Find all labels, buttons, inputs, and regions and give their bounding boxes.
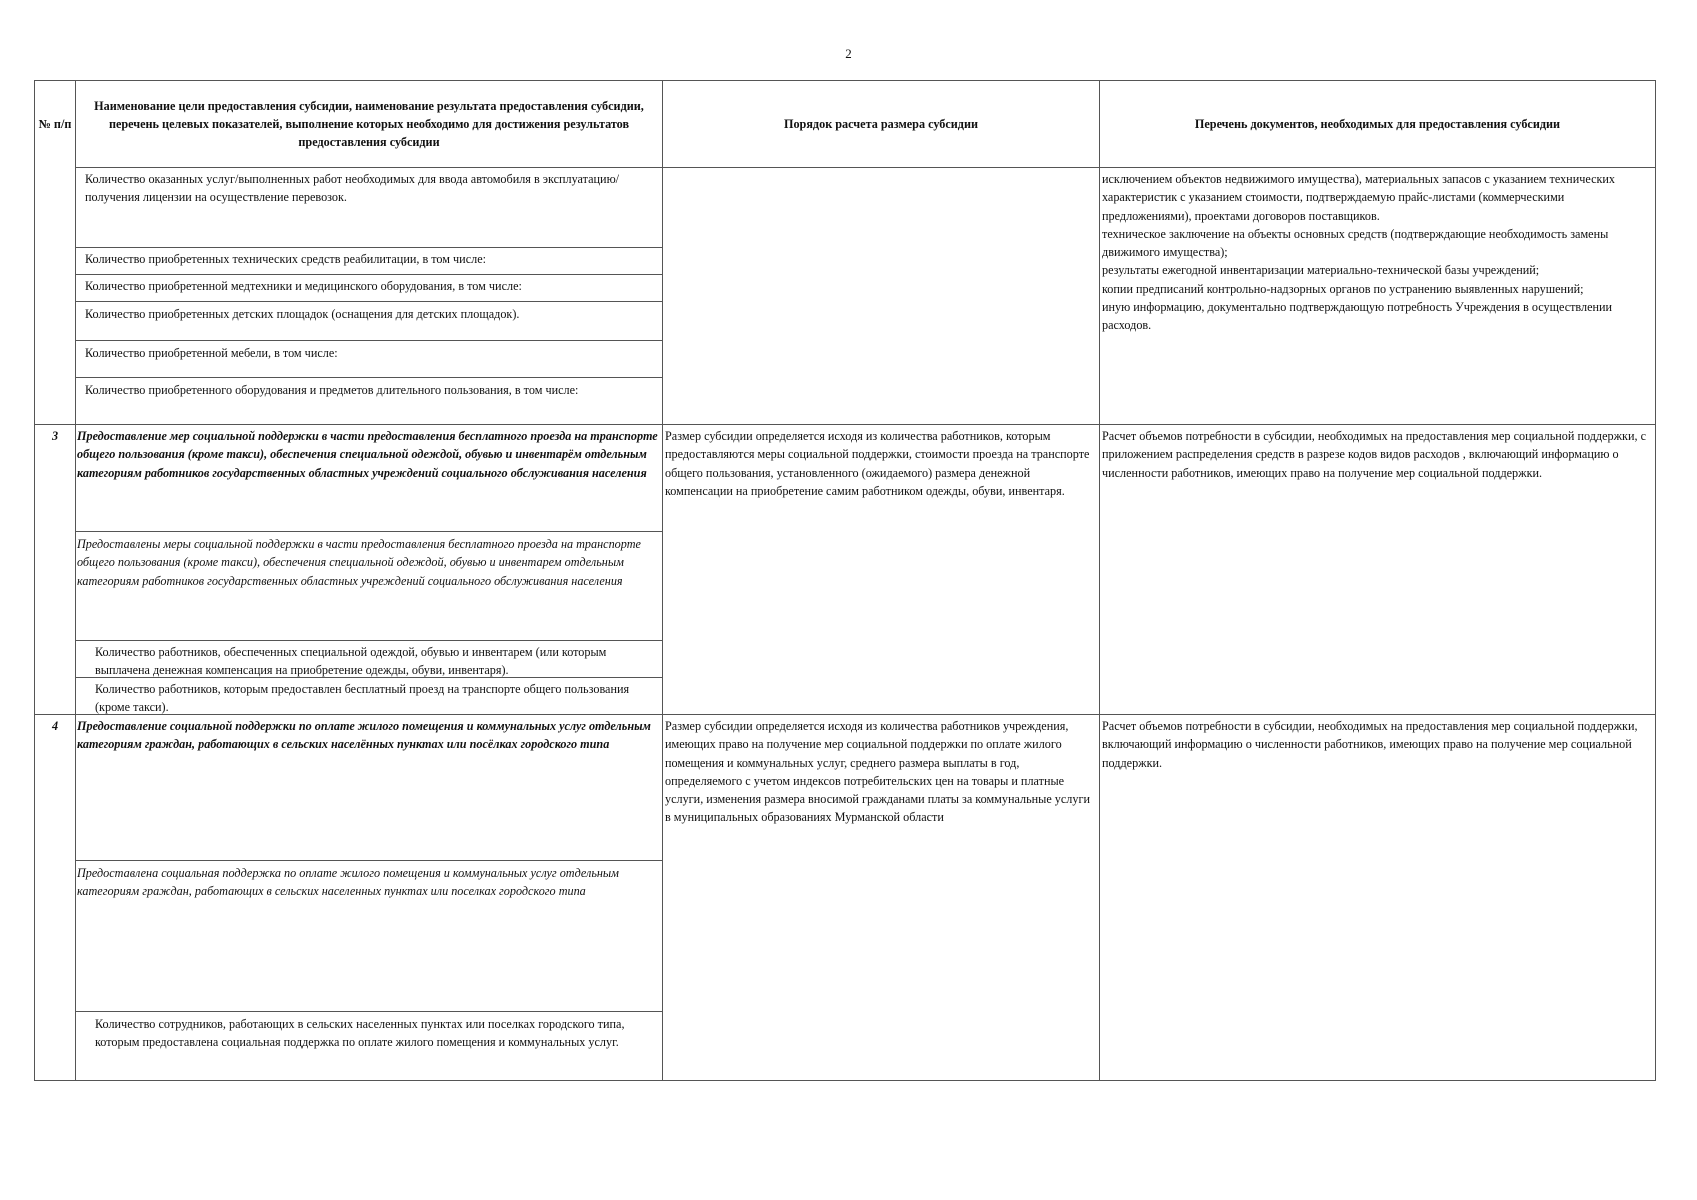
row-divider: [75, 274, 662, 275]
row-divider: [75, 340, 662, 341]
indicator-playgrounds: Количество приобретенных детских площадок (оснащения для детских площадок).: [85, 307, 520, 321]
section-3-indicator-transport: Количество работников, которым предоставлен бесплатный проезд на транспорте общего пользования (кроме такси).: [95, 682, 630, 715]
indicator-long-term-equipment: Количество приобретенного оборудования и предметов длительного пользования, в том числе:: [85, 383, 579, 397]
table-border-bottom: [34, 1080, 1656, 1081]
section-3-number: 3: [51, 429, 59, 443]
section-4-indicator-employees: Количество сотрудников, работающих в сельских населенных пунктах или поселках городского типа, которым предоставлена социальная поддержка по оплате жилого помещения и коммунальных услуг.: [95, 1017, 625, 1050]
section-divider: [34, 424, 1656, 425]
column-divider: [75, 80, 76, 1081]
header-num: № п/п: [38, 116, 72, 131]
section-3-indicator-clothing: Количество работников, обеспеченных специальной одеждой, обувью и инвентарем (или которым выплачена денежная компенсация на приобретение одежды, обуви, инвентаря).: [95, 645, 607, 678]
documents-list-continued: [1102, 170, 1652, 335]
section-3-docs: Расчет объемов потребности в субсидии, необходимых на предоставления мер социальной поддержки, с приложением распределения средств в разрезе кодов видов расходов , включающий информацию о численности работников, имеющих право на получение мер социальной поддержки.: [1102, 429, 1646, 480]
row-divider: [75, 377, 662, 378]
section-3-calc: Размер субсидии определяется исходя из количества работников, которым предоставляются меры социальной поддержки, стоимости проезда на транспорте общего пользования, установленного (ожидаемого) размера денежной компенсации на приобретение самим работником одежды, обуви, инвентаря.: [665, 429, 1090, 498]
header-calc: Порядок расчета размера субсидии: [783, 116, 978, 131]
document-item: исключением объектов недвижимого имущества), материальных запасов с указанием технических характеристик с указанием стоимости, подтверждаемую прайс-листами (коммерческими предложениями), проектами договоров поставщиков.: [1102, 172, 1616, 223]
column-divider: [662, 80, 663, 1081]
subsidy-table: [34, 80, 1656, 1081]
header-docs: Перечень документов, необходимых для предоставления субсидии: [1194, 116, 1561, 131]
page-number: 2: [845, 46, 852, 61]
document-item: копии предписаний контрольно-надзорных органов по устранению выявленных нарушений;: [1102, 281, 1584, 296]
row-divider: [75, 860, 662, 861]
section-4-calc: Размер субсидии определяется исходя из количества работников учреждения, имеющих право на получение мер социальной поддержки по оплате жилого помещения и коммунальных услуг, среднего размера выплаты в год, определяемого с учетом индексов потребительских цен на товары и платные услуги, изменения размера вносимой гражданами платы за коммунальные услуги в муниципальных образованиях Мурманской области: [665, 719, 1091, 825]
indicator-medical-equipment: Количество приобретенной медтехники и медицинского оборудования, в том числе:: [85, 279, 522, 293]
table-border-left: [34, 80, 35, 1081]
section-4-docs: Расчет объемов потребности в субсидии, необходимых на предоставления мер социальной поддержки, включающий информацию о численности работников, имеющих право на получение мер социальной поддержки.: [1102, 719, 1638, 770]
document-item: техническое заключение на объекты основных средств (подтверждающие необходимость замены движимого имущества);: [1102, 226, 1609, 260]
document-item: результаты ежегодной инвентаризации материально-технической базы учреждений;: [1102, 263, 1540, 278]
section-4-result: Предоставлена социальная поддержка по оплате жилого помещения и коммунальных услуг отдельным категориям граждан, работающих в сельских населенных пунктах или поселках городского типа: [77, 866, 619, 899]
row-divider: [75, 247, 662, 248]
column-divider: [1099, 80, 1100, 1081]
row-divider: [75, 531, 662, 532]
document-item: иную информацию, документально подтверждающую потребность Учреждения в осуществлении расходов.: [1102, 300, 1613, 333]
table-border-right: [1655, 80, 1656, 1081]
indicator-vehicle-services: Количество оказанных услуг/выполненных работ необходимых для ввода автомобиля в эксплуатацию/получения лицензии на осуществление перевозок.: [85, 172, 620, 205]
indicator-rehab-equipment: Количество приобретенных технических средств реабилитации, в том числе:: [85, 252, 486, 266]
header-divider: [75, 167, 1656, 168]
section-3-goal: Предоставление мер социальной поддержки в части предоставления бесплатного проезда на транспорте общего пользования (кроме такси), обеспечения специальной одеждой, обувью и инвентарём отдельным категориям работников государственных областных учреждений социального обслуживания населения: [77, 429, 658, 480]
section-3-result: Предоставлены меры социальной поддержки в части предоставления бесплатного проезда на транспорте общего пользования (кроме такси), обеспечения специальной одеждой, обувью и инвентарем отдельным категориям работников государственных областных учреждений социального обслуживания населения: [77, 537, 641, 588]
row-divider: [75, 1011, 662, 1012]
row-divider: [75, 301, 662, 302]
row-divider: [75, 640, 662, 641]
header-goal: Наименование цели предоставления субсидии, наименование результата предоставления субсидии, перечень целевых показателей, выполнение которых необходимо для достижения результатов предоставления субсидии: [94, 98, 644, 150]
indicator-furniture: Количество приобретенной мебели, в том числе:: [85, 346, 338, 360]
section-4-number: 4: [51, 719, 59, 733]
section-4-goal: Предоставление социальной поддержки по оплате жилого помещения и коммунальных услуг отдельным категориям граждан, работающих в сельских населённых пунктах или посёлках городского типа: [77, 719, 651, 752]
